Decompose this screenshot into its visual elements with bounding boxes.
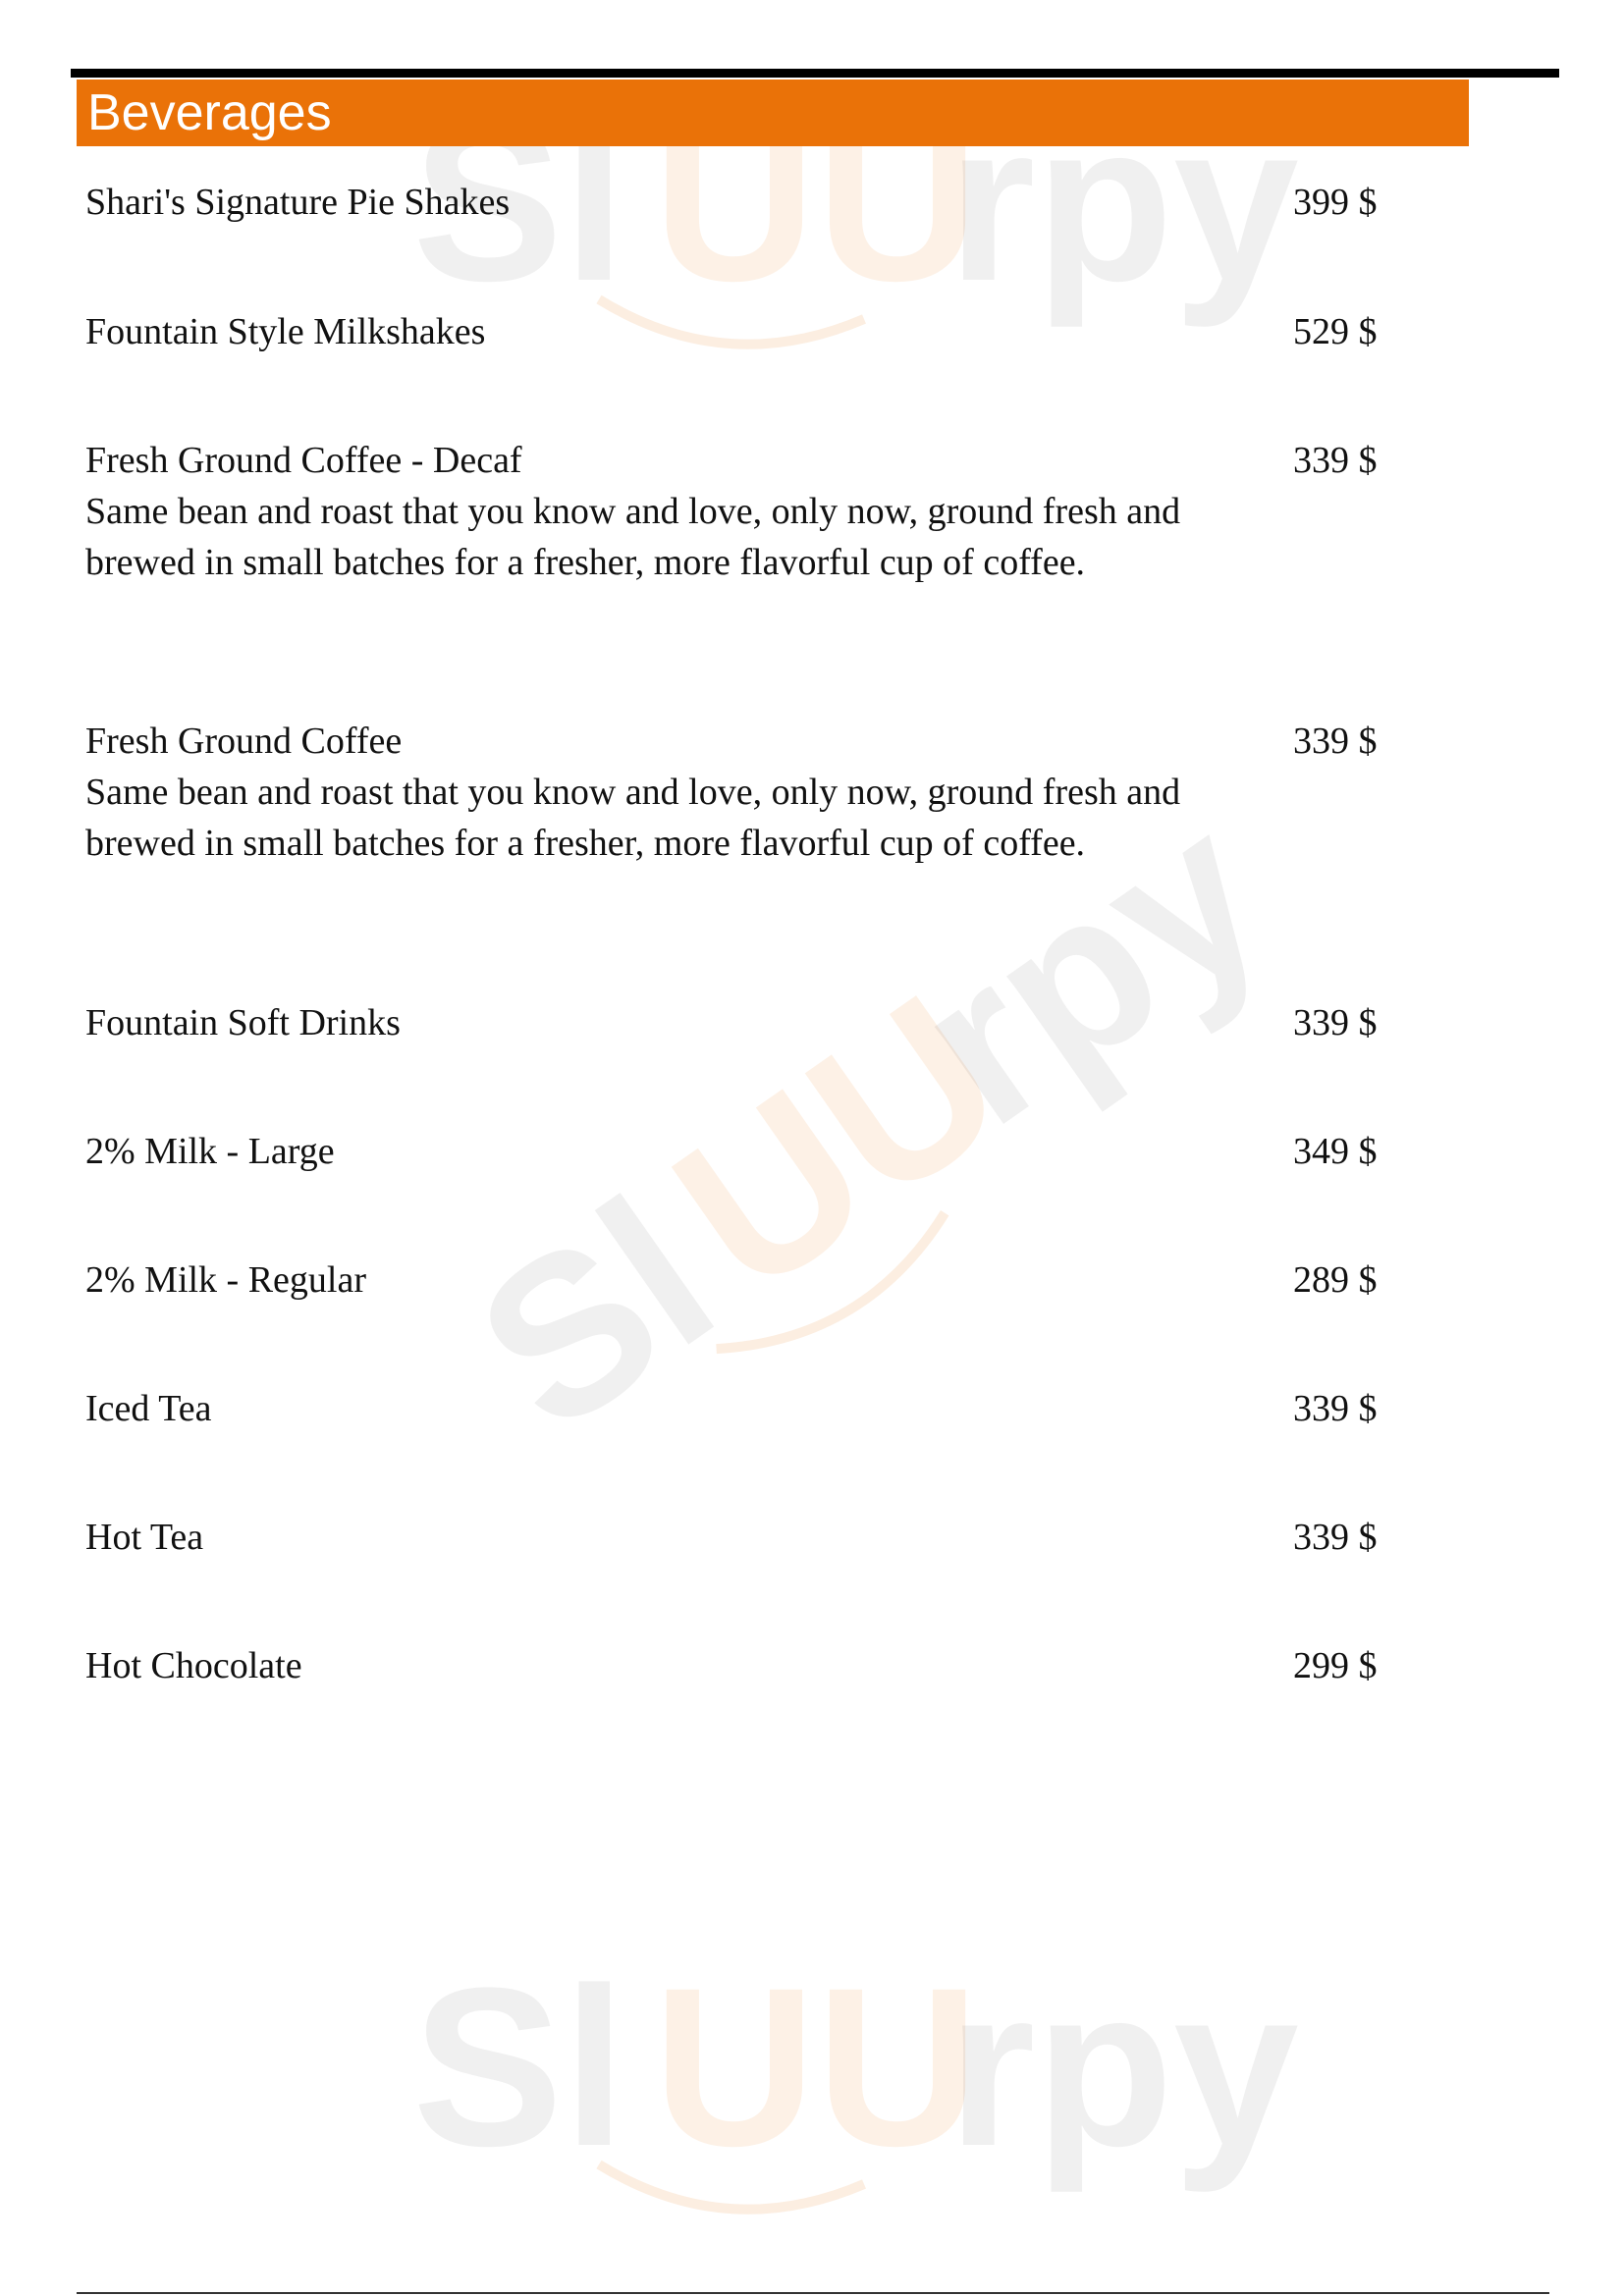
menu-item [85,1383,1391,1434]
item-name: Fresh Ground Coffee - Decaf [85,440,522,481]
top-rule [71,69,1559,78]
svg-text:UU: UU [653,1941,980,2193]
item-name: Fountain Soft Drinks [85,1002,401,1043]
item-description: Same bean and roast that you know and love, only now, ground fresh and brewed in small batches for a fresher, more flavorful cup of coffee. [85,491,1181,583]
item-name: 2% Milk - Regular [85,1259,367,1301]
item-price: 349 $ [1293,1131,1378,1172]
menu-item [85,177,1391,228]
svg-text:Sl: Sl [412,1941,626,2193]
menu-item [85,306,1391,357]
svg-text:Sl: Sl [412,76,626,328]
menu-item [85,1126,1391,1177]
item-name: Hot Chocolate [85,1645,302,1686]
menu-item [85,1640,1391,1691]
item-price: 399 $ [1293,182,1378,223]
item-price: 339 $ [1293,1388,1378,1429]
bottom-rule [77,2292,1549,2294]
item-price: 289 $ [1293,1259,1378,1301]
section-header [77,80,1469,146]
item-price: 339 $ [1293,440,1378,481]
item-name: Hot Tea [85,1517,204,1558]
menu-item [85,1255,1391,1306]
svg-text:rpy: rpy [873,764,1307,1173]
svg-text:UU: UU [631,947,1045,1342]
item-name: Fountain Style Milkshakes [85,311,486,352]
menu-item [85,435,1391,588]
item-name: Shari's Signature Pie Shakes [85,182,511,223]
svg-text:UU: UU [653,76,980,328]
watermark-logo-bottom [403,1919,1299,2233]
menu-item [85,716,1391,869]
slurpy-logo-watermark-icon [403,1919,1299,2233]
item-price: 299 $ [1293,1645,1378,1686]
svg-text:rpy: rpy [947,1941,1299,2193]
section-title: Beverages [87,84,332,141]
item-name: 2% Milk - Large [85,1131,335,1172]
svg-text:rpy: rpy [947,76,1299,328]
item-price: 339 $ [1293,1002,1378,1043]
menu-item [85,997,1391,1048]
item-name: Fresh Ground Coffee [85,721,403,762]
item-price: 339 $ [1293,721,1378,762]
item-description: Same bean and roast that you know and love, only now, ground fresh and brewed in small batches for a fresher, more flavorful cup of coffee. [85,772,1181,864]
item-price: 339 $ [1293,1517,1378,1558]
item-price: 529 $ [1293,311,1378,352]
item-name: Iced Tea [85,1388,212,1429]
menu-item [85,1512,1391,1563]
svg-text:Sl: Sl [435,1149,755,1479]
